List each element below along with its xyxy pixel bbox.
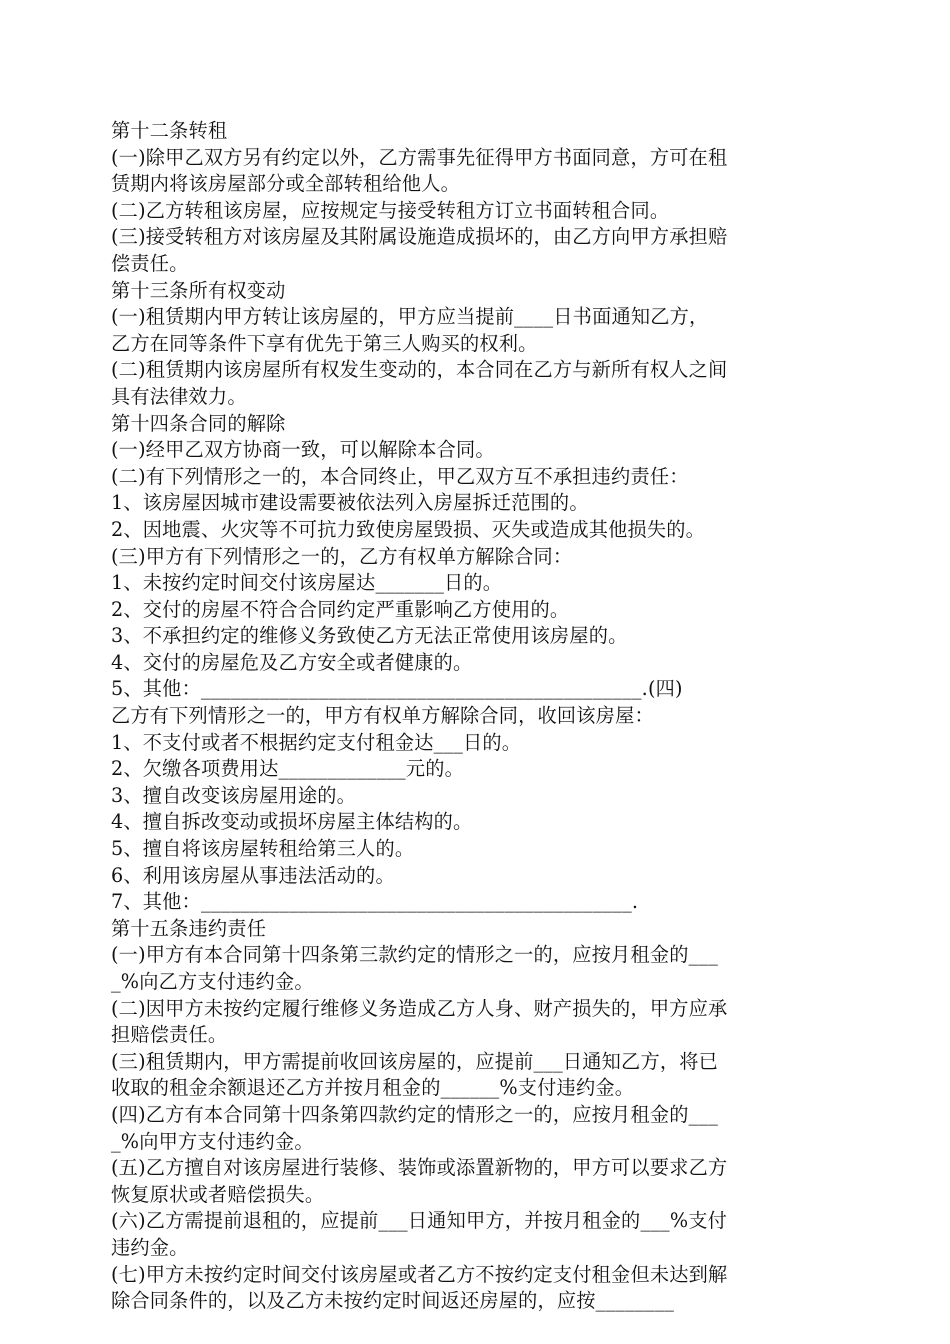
text-line: 3、擅自改变该房屋用途的。 [111, 783, 357, 807]
text-line: (七)甲方未按约定时间交付该房屋或者乙方不按约定支付租金但未达到解 [111, 1262, 728, 1286]
text-line: (三)租赁期内，甲方需提前收回该房屋的，应提前___日通知乙方，将已 [111, 1049, 718, 1073]
text-line: 1、不支付或者不根据约定支付租金达___日的。 [111, 730, 522, 754]
article-12-heading: 第十二条转租 [111, 119, 228, 142]
text-line: 3、不承担约定的维修义务致使乙方无法正常使用该房屋的。 [111, 624, 628, 648]
text-line: 5、其他：_____________________________________________.(四) [111, 677, 683, 701]
text-line: (五)乙方擅自对该房屋进行装修、装饰或添置新物的，甲方可以要求乙方 [111, 1156, 728, 1180]
text-line: (一)经甲乙双方协商一致，可以解除本合同。 [111, 438, 495, 462]
text-line: (二)有下列情形之一的，本合同终止，甲乙双方互不承担违约责任： [111, 464, 689, 488]
text-line: 6、利用该房屋从事违法活动的。 [111, 863, 395, 887]
text-line: (三)接受转租方对该房屋及其附属设施造成损坏的，由乙方向甲方承担赔 [111, 225, 728, 249]
text-line: 2、欠缴各项费用达_____________元的。 [111, 757, 464, 781]
text-line: 2、交付的房屋不符合合同约定严重影响乙方使用的。 [111, 597, 570, 621]
text-line: (六)乙方需提前退租的，应提前___日通知甲方，并按月租金的___%支付 [111, 1209, 728, 1233]
article-14-heading: 第十四条合同的解除 [111, 411, 286, 435]
text-line: _%向甲方支付违约金。 [111, 1129, 314, 1153]
text-line: (一)甲方有本合同第十四条第三款约定的情形之一的，应按月租金的___ [111, 943, 718, 967]
text-line: 偿责任。 [111, 251, 189, 275]
text-line: 赁期内将该房屋部分或全部转租给他人。 [111, 172, 460, 196]
text-line: (四)乙方有本合同第十四条第四款约定的情形之一的，应按月租金的___ [111, 1102, 718, 1126]
article-13-heading: 第十三条所有权变动 [111, 278, 286, 302]
text-line: (一)租赁期内甲方转让该房屋的，甲方应当提前____日书面通知乙方， [111, 305, 709, 329]
article-15-heading: 第十五条违约责任 [111, 916, 267, 940]
text-line: 违约金。 [111, 1235, 189, 1259]
text-line: 4、擅自拆改变动或损坏房屋主体结构的。 [111, 810, 473, 834]
text-line: (二)因甲方未按约定履行维修义务造成乙方人身、财产损失的，甲方应承 [111, 996, 728, 1020]
text-line: 具有法律效力。 [111, 384, 247, 408]
text-line: 除合同条件的，以及乙方未按约定时间返还房屋的，应按________ [111, 1289, 675, 1313]
text-line: 担赔偿责任。 [111, 1023, 228, 1047]
text-line: 2、因地震、火灾等不可抗力致使房屋毁损、灭失或造成其他损失的。 [111, 517, 706, 541]
text-line: (三)甲方有下列情形之一的，乙方有权单方解除合同： [111, 544, 573, 568]
text-line: _%向乙方支付违约金。 [111, 970, 314, 993]
text-line: 7、其他：____________________________________________. [111, 890, 639, 914]
text-line: 恢复原状或者赔偿损失。 [111, 1182, 325, 1206]
text-line: 乙方有下列情形之一的，甲方有权单方解除合同，收回该房屋： [111, 704, 654, 728]
text-line: 1、未按约定时间交付该房屋达_______日的。 [111, 571, 503, 595]
contract-text [111, 118, 847, 1315]
text-line: 4、交付的房屋危及乙方安全或者健康的。 [111, 650, 473, 674]
text-line: 1、该房屋因城市建设需要被依法列入房屋拆迁范围的。 [111, 491, 589, 515]
text-line: (一)除甲乙双方另有约定以外，乙方需事先征得甲方书面同意，方可在租 [111, 145, 728, 169]
text-line: 乙方在同等条件下享有优先于第三人购买的权利。 [111, 331, 538, 355]
text-line: 收取的租金余额退还乙方并按月租金的______%支付违约金。 [111, 1076, 635, 1100]
text-line: (二)乙方转租该房屋，应按规定与接受转租方订立书面转租合同。 [111, 198, 670, 222]
text-line: 5、擅自将该房屋转租给第三人的。 [111, 837, 415, 861]
text-line: (二)租赁期内该房屋所有权发生变动的，本合同在乙方与新所有权人之间 [111, 358, 728, 382]
